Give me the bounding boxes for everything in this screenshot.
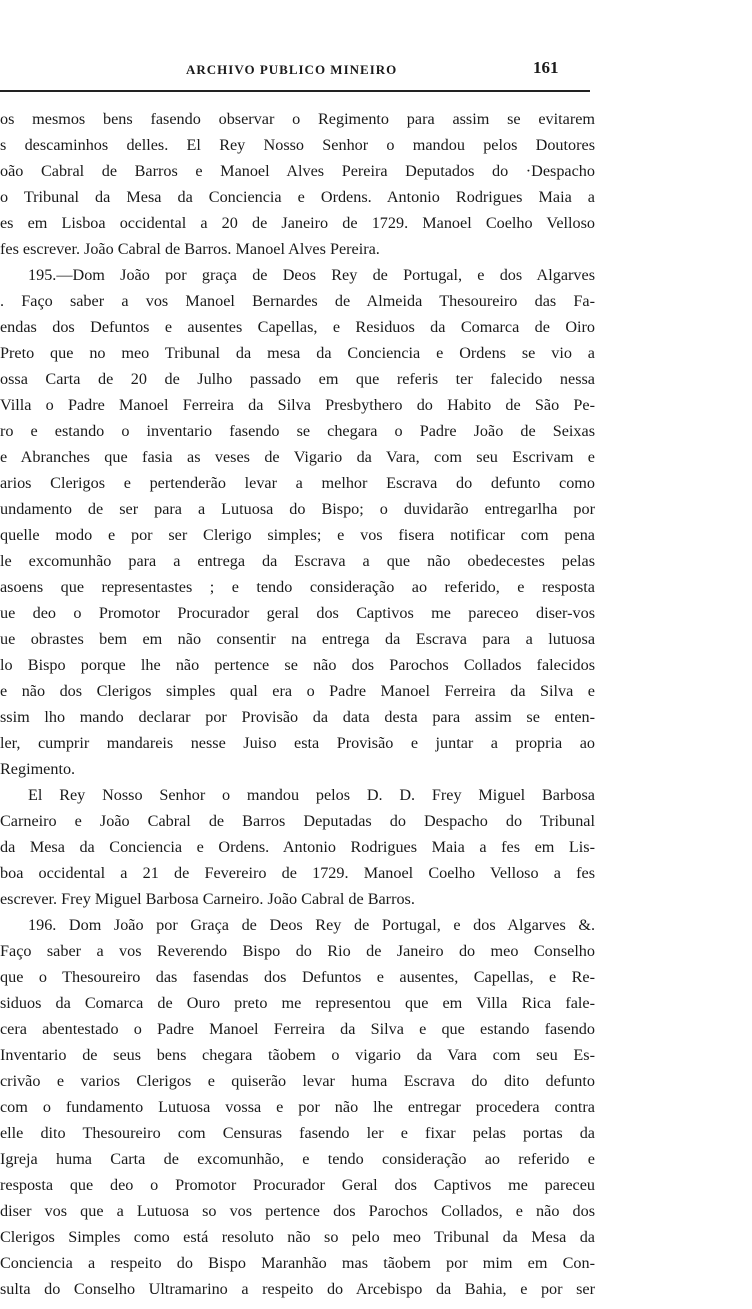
text-line: que o Thesoureiro das fasendas dos Defuntos e ausentes, Capellas, e Re- bbox=[0, 968, 595, 986]
page-header bbox=[0, 56, 752, 84]
text-line: Carneiro e João Cabral de Barros Deputadas do Despacho do Tribunal bbox=[0, 812, 595, 830]
text-line: lo Bispo porque lhe não pertence se não dos Parochos Collados falecidos bbox=[0, 656, 595, 674]
text-line: crivão e varios Clerigos e quiserão levar huma Escrava do dito defunto bbox=[0, 1072, 595, 1090]
text-line: diser vos que a Lutuosa so vos pertence dos Parochos Collados, e não dos bbox=[0, 1202, 595, 1220]
text-line: s descaminhos delles. El Rey Nosso Senhor o mandou pelos Doutores bbox=[0, 136, 595, 154]
text-line: le excomunhão para a entrega da Escrava a que não obedecestes pelas bbox=[0, 552, 595, 570]
text-line: oão Cabral de Barros e Manoel Alves Pereira Deputados do ·Despacho bbox=[0, 162, 595, 180]
text-line: . Faço saber a vos Manoel Bernardes de Almeida Thesoureiro das Fa- bbox=[0, 292, 595, 310]
text-line: El Rey Nosso Senhor o mandou pelos D. D. Frey Miguel Barbosa bbox=[28, 786, 595, 804]
header-rule bbox=[0, 90, 590, 92]
text-line: siduos da Comarca de Ouro preto me representou que em Villa Rica fale- bbox=[0, 994, 595, 1012]
text-line: ue deo o Promotor Procurador geral dos Captivos me pareceo diser-vos bbox=[0, 604, 595, 622]
text-line: Igreja huma Carta de excomunhão, e tendo consideração ao referido e bbox=[0, 1150, 595, 1168]
text-line: sulta do Conselho Ultramarino a respeito do Arcebispo da Bahia, e por ser bbox=[0, 1280, 595, 1298]
text-line: o Tribunal da Mesa da Conciencia e Ordens. Antonio Rodrigues Maia a bbox=[0, 188, 595, 206]
text-line: Regimento. bbox=[0, 760, 76, 778]
running-head: ARCHIVO PUBLICO MINEIRO bbox=[186, 62, 398, 77]
text-line: Villa o Padre Manoel Ferreira da Silva Presbythero do Habito de São Pe- bbox=[0, 396, 595, 414]
text-line: ler, cumprir mandareis nesse Juiso esta Provisão e juntar a propria ao bbox=[0, 734, 595, 752]
text-line: Faço saber a vos Reverendo Bispo do Rio de Janeiro do meo Conselho bbox=[0, 942, 595, 960]
text-line: ossa Carta de 20 de Julho passado em que referis ter falecido nessa bbox=[0, 370, 595, 388]
text-line: Preto que no meo Tribunal da mesa da Conciencia e Ordens se vio a bbox=[0, 344, 595, 362]
text-line: Inventario de seus bens chegara tãobem o vigario da Vara com seu Es- bbox=[0, 1046, 595, 1064]
text-line: ro e estando o inventario fasendo se chegara o Padre João de Seixas bbox=[0, 422, 595, 440]
text-line: com o fundamento Lutuosa vossa e por não lhe entregar procedera contra bbox=[0, 1098, 595, 1116]
text-line: da Mesa da Conciencia e Ordens. Antonio Rodrigues Maia a fes em Lis- bbox=[0, 838, 595, 856]
page-number: 161 bbox=[533, 58, 559, 77]
text-line: cera abentestado o Padre Manoel Ferreira da Silva e que estando fasendo bbox=[0, 1020, 595, 1038]
text-line: arios Clerigos e pertenderão levar a melhor Escrava do defunto como bbox=[0, 474, 595, 492]
text-line: 195.—Dom João por graça de Deos Rey de Portugal, e dos Algarves bbox=[28, 266, 595, 284]
text-line: e não dos Clerigos simples qual era o Padre Manoel Ferreira da Silva e bbox=[0, 682, 595, 700]
text-line: endas dos Defuntos e ausentes Capellas, e Residuos da Comarca de Oiro bbox=[0, 318, 595, 336]
text-line: undamento de ser para a Lutuosa do Bispo; o duvidarão entregarlha por bbox=[0, 500, 595, 518]
text-line: escrever. Frey Miguel Barbosa Carneiro. João Cabral de Barros. bbox=[0, 890, 415, 908]
text-line: fes escrever. João Cabral de Barros. Manoel Alves Pereira. bbox=[0, 240, 380, 258]
text-line: es em Lisboa occidental a 20 de Janeiro de 1729. Manoel Coelho Velloso bbox=[0, 214, 595, 232]
text-line: Conciencia a respeito do Bispo Maranhão mas tãobem por mim em Con- bbox=[0, 1254, 595, 1272]
text-line: elle dito Thesoureiro com Censuras fasendo ler e fixar pelas portas da bbox=[0, 1124, 595, 1142]
text-line: asoens que representastes ; e tendo consideração ao referido, e resposta bbox=[0, 578, 595, 596]
text-line: 196. Dom João por Graça de Deos Rey de Portugal, e dos Algarves &. bbox=[28, 916, 595, 934]
text-line: os mesmos bens fasendo observar o Regimento para assim se evitarem bbox=[0, 110, 595, 128]
text-line: Clerigos Simples como está resoluto não so pelo meo Tribunal da Mesa da bbox=[0, 1228, 595, 1246]
body-text bbox=[0, 106, 595, 1302]
text-line: boa occidental a 21 de Fevereiro de 1729. Manoel Coelho Velloso a fes bbox=[0, 864, 595, 882]
text-line: ssim lho mando declarar por Provisão da data desta para assim se enten- bbox=[0, 708, 595, 726]
text-line: e Abranches que fasia as veses de Vigario da Vara, com seu Escrivam e bbox=[0, 448, 595, 466]
text-line: resposta que deo o Promotor Procurador Geral dos Captivos me pareceu bbox=[0, 1176, 595, 1194]
text-line: quelle modo e por ser Clerigo simples; e vos fisera notificar com pena bbox=[0, 526, 595, 544]
text-line: ue obrastes bem em não consentir na entrega da Escrava para a lutuosa bbox=[0, 630, 595, 648]
